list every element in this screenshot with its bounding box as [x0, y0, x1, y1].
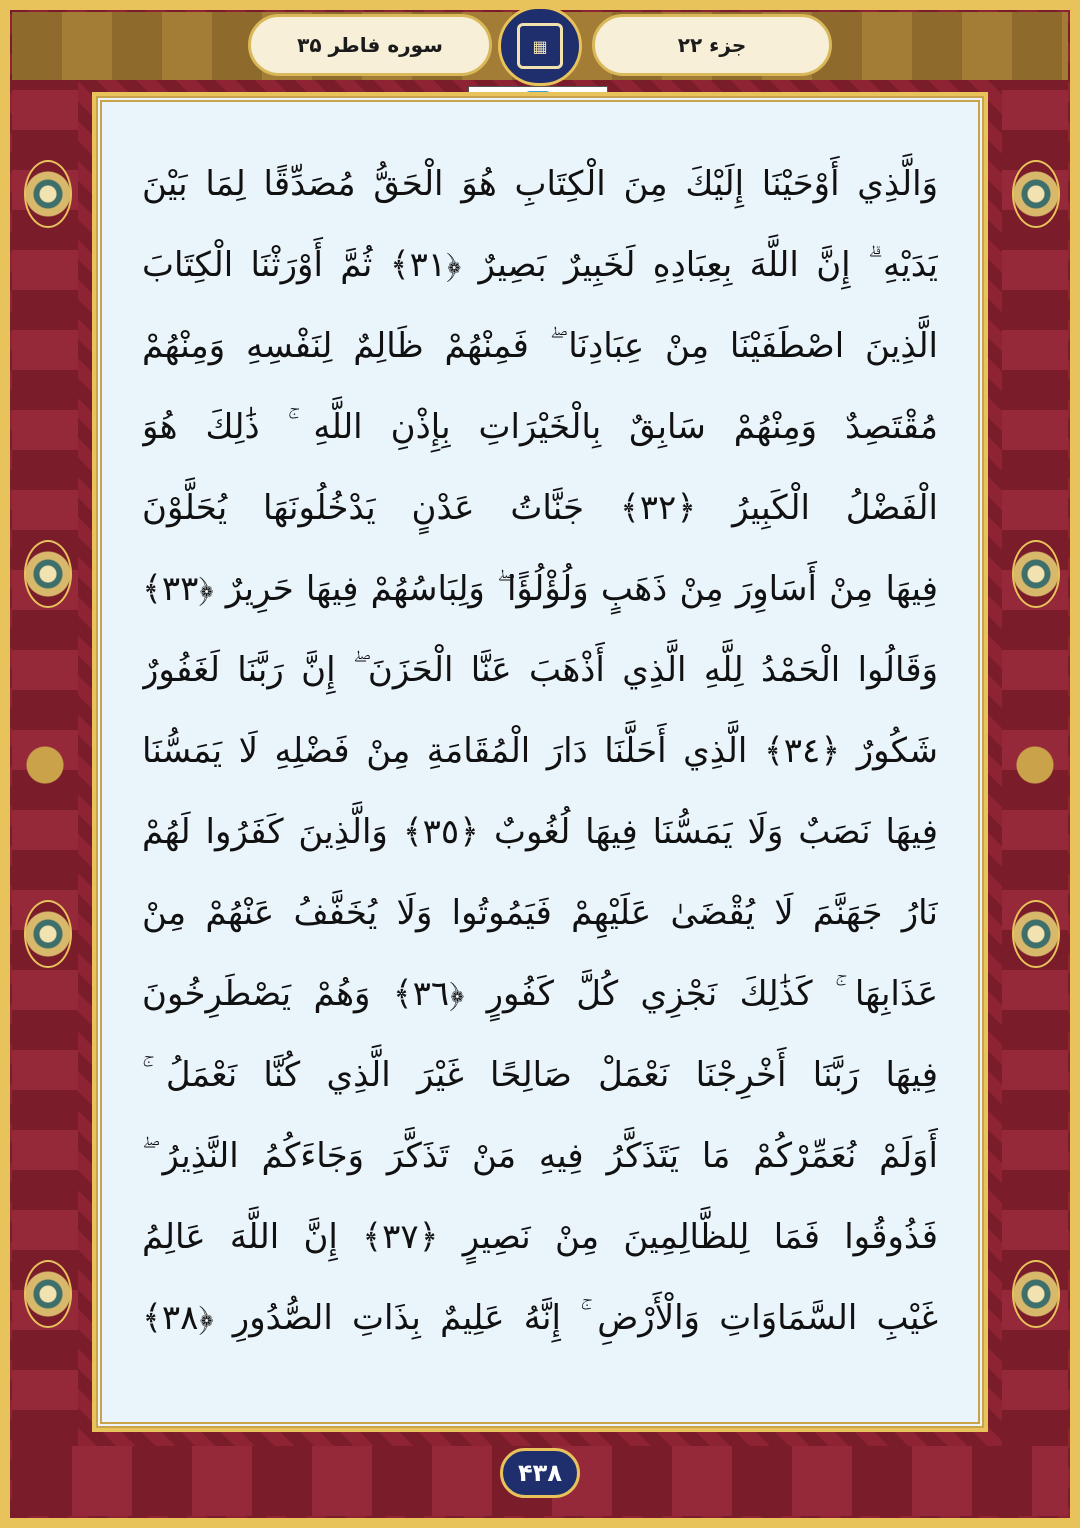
verse-line: فِيهَا مِنْ أَسَاوِرَ مِنْ ذَهَبٍ وَلُؤْلُؤًا ۖ وَلِبَاسُهُمْ فِيهَا حَرِيرٌ ﴿٣٣﴾: [142, 569, 938, 609]
ornament-medallion-icon: [24, 540, 72, 608]
ornament-medallion-icon: [24, 900, 72, 968]
ornament-medallion-icon: [1012, 1260, 1060, 1328]
ornament-medallion-icon: [24, 1260, 72, 1328]
verse-line: أَوَلَمْ نُعَمِّرْكُمْ مَا يَتَذَكَّرُ فِيهِ مَنْ تَذَكَّرَ وَجَاءَكُمُ النَّذِيرُ ۖ: [142, 1136, 938, 1176]
verse-line: فَذُوقُوا فَمَا لِلظَّالِمِينَ مِنْ نَصِيرٍ ﴿٣٧﴾ إِنَّ اللَّهَ عَالِمُ: [142, 1217, 938, 1257]
verse-line: شَكُورٌ ﴿٣٤﴾ الَّذِي أَحَلَّنَا دَارَ الْمُقَامَةِ مِنْ فَضْلِهِ لَا يَمَسُّنَا: [142, 731, 938, 771]
verse-panel: [96, 96, 984, 1428]
verse-line: عَذَابِهَا ۚ كَذَٰلِكَ نَجْزِي كُلَّ كَفُورٍ ﴿٣٦﴾ وَهُمْ يَصْطَرِخُونَ: [142, 974, 938, 1014]
page-number: ۴۳۸: [500, 1448, 580, 1498]
verse-line: مُقْتَصِدٌ وَمِنْهُمْ سَابِقٌ بِالْخَيْرَاتِ بِإِذْنِ اللَّهِ ۚ ذَٰلِكَ هُوَ: [142, 407, 938, 447]
ornament-medallion-icon: [1012, 900, 1060, 968]
verse-line: يَدَيْهِ ۗ إِنَّ اللَّهَ بِعِبَادِهِ لَخَبِيرٌ بَصِيرٌ ﴿٣١﴾ ثُمَّ أَوْرَثْنَا الْكِتَابَ: [142, 245, 938, 285]
quran-emblem-icon: [498, 6, 582, 86]
frame-right-border: [1002, 80, 1068, 1450]
calligraphy-square-icon: ▦: [517, 23, 563, 69]
ornament-medallion-icon: [1012, 540, 1060, 608]
surah-label: سوره فاطر ۳۵: [248, 14, 492, 76]
verse-line: وَقَالُوا الْحَمْدُ لِلَّهِ الَّذِي أَذْهَبَ عَنَّا الْحَزَنَ ۖ إِنَّ رَبَّنَا لَغَفُورٌ: [142, 650, 938, 690]
juz-label: جزء ۲۲: [592, 14, 832, 76]
verse-lines: [142, 144, 938, 1359]
verse-line: فِيهَا رَبَّنَا أَخْرِجْنَا نَعْمَلْ صَالِحًا غَيْرَ الَّذِي كُنَّا نَعْمَلُ ۚ: [142, 1055, 938, 1095]
verse-line: الْفَضْلُ الْكَبِيرُ ﴿٣٢﴾ جَنَّاتُ عَدْنٍ يَدْخُلُونَهَا يُحَلَّوْنَ: [142, 488, 938, 528]
ornament-medallion-icon: [1012, 160, 1060, 228]
verse-line: غَيْبِ السَّمَاوَاتِ وَالْأَرْضِ ۚ إِنَّهُ عَلِيمٌ بِذَاتِ الصُّدُورِ ﴿٣٨﴾: [142, 1298, 938, 1338]
frame-left-border: [12, 80, 78, 1450]
ornament-medallion-icon: [24, 160, 72, 228]
verse-line: فِيهَا نَصَبٌ وَلَا يَمَسُّنَا فِيهَا لُغُوبٌ ﴿٣٥﴾ وَالَّذِينَ كَفَرُوا لَهُمْ: [142, 812, 938, 852]
verse-line: نَارُ جَهَنَّمَ لَا يُقْضَىٰ عَلَيْهِمْ فَيَمُوتُوا وَلَا يُخَفَّفُ عَنْهُمْ مِنْ: [142, 893, 938, 933]
verse-line: وَالَّذِي أَوْحَيْنَا إِلَيْكَ مِنَ الْكِتَابِ هُوَ الْحَقُّ مُصَدِّقًا لِمَا بَيْنَ: [142, 164, 938, 204]
verse-line: الَّذِينَ اصْطَفَيْنَا مِنْ عِبَادِنَا ۖ فَمِنْهُمْ ظَالِمٌ لِنَفْسِهِ وَمِنْهُمْ: [142, 326, 938, 366]
